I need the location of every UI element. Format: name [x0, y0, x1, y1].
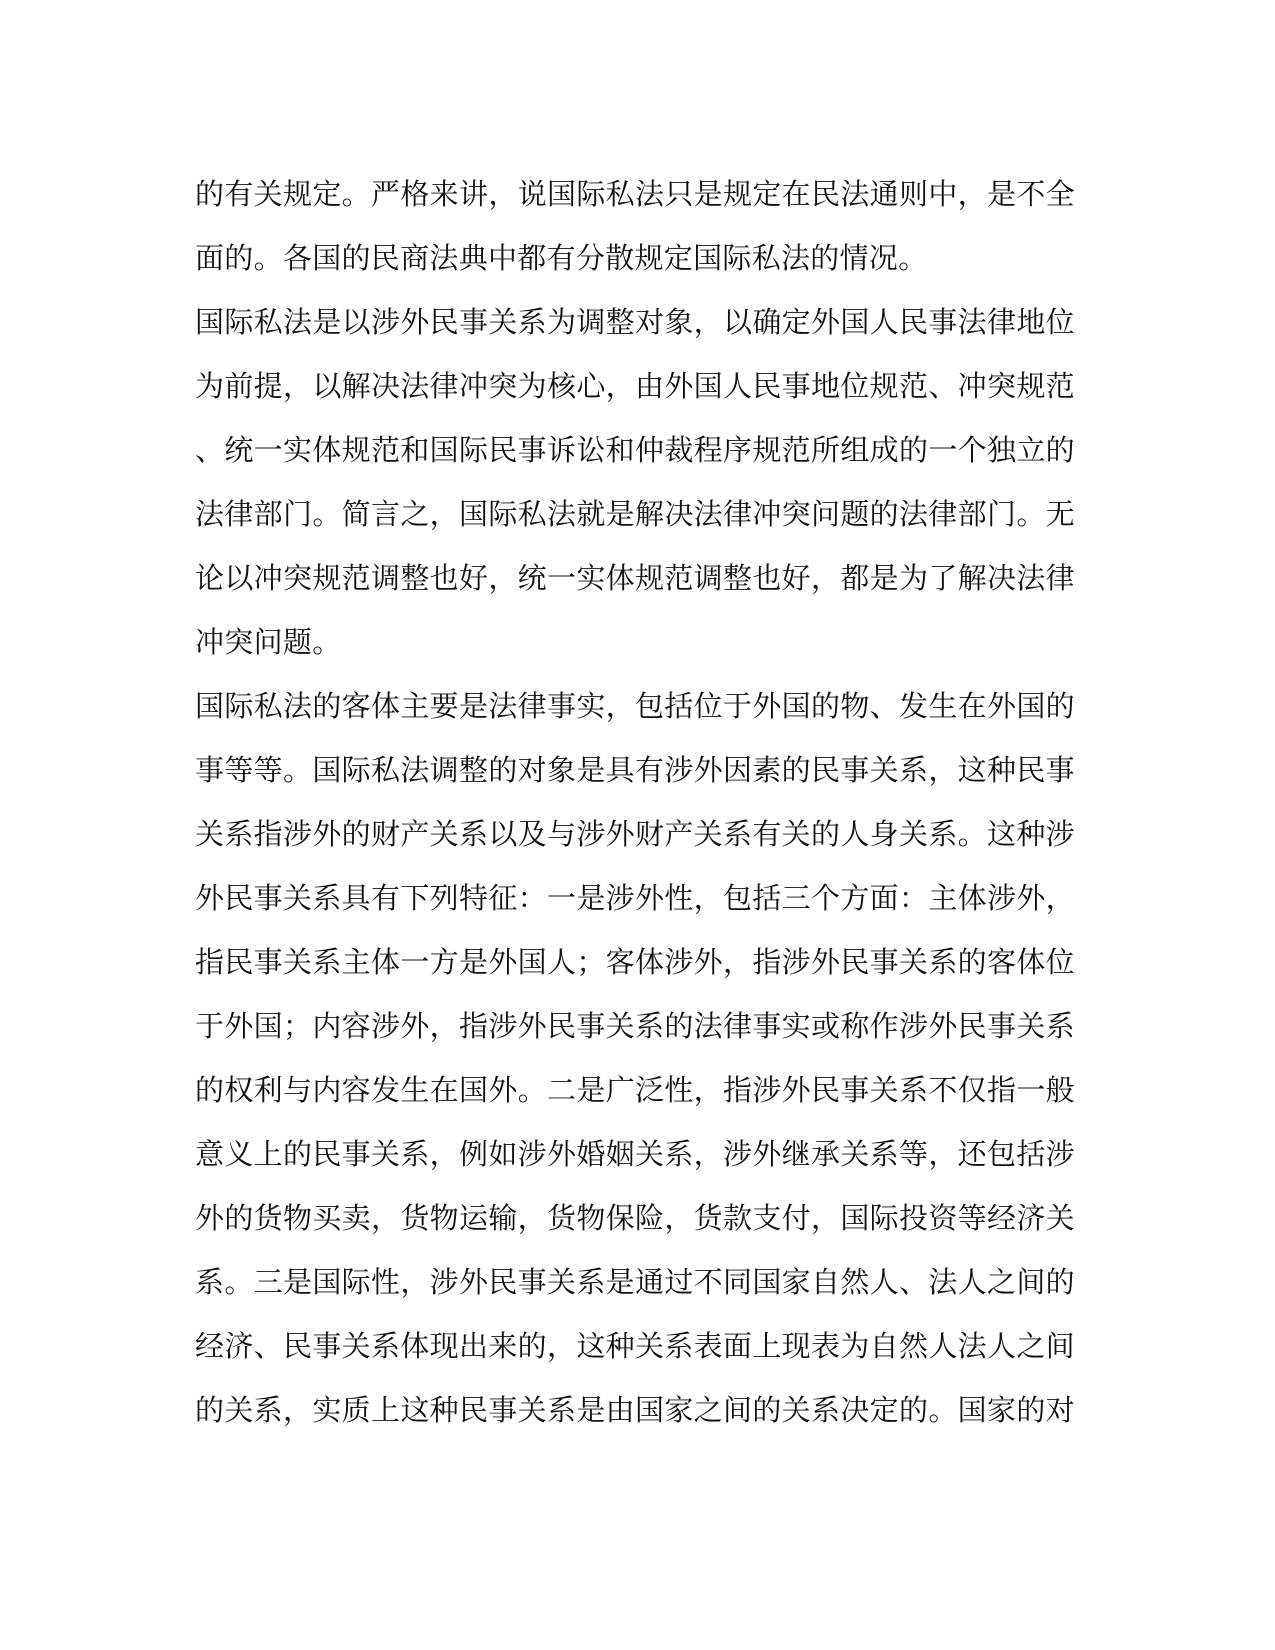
text-line: 意义上的民事关系，例如涉外婚姻关系，涉外继承关系等，还包括涉: [195, 1137, 1075, 1171]
text-line: 国际私法是以涉外民事关系为调整对象，以确定外国人民事法律地位: [195, 305, 1075, 339]
text-line: 、统一实体规范和国际民事诉讼和仲裁程序规范所组成的一个独立的: [195, 433, 1075, 467]
text-line: 的有关规定。严格来讲，说国际私法只是规定在民法通则中，是不全: [195, 177, 1075, 211]
text-line: 系。三是国际性，涉外民事关系是通过不同国家自然人、法人之间的: [195, 1265, 1075, 1299]
text-line: 指民事关系主体一方是外国人；客体涉外，指涉外民事关系的客体位: [195, 945, 1075, 979]
text-line: 国际私法的客体主要是法律事实，包括位于外国的物、发生在外国的: [195, 689, 1075, 723]
paragraph-3: [195, 674, 1075, 1442]
text-line: 面的。各国的民商法典中都有分散规定国际私法的情况。: [195, 241, 928, 275]
text-line: 外的货物买卖，货物运输，货物保险，货款支付，国际投资等经济关: [195, 1201, 1075, 1235]
paragraph-1: [195, 162, 1075, 290]
text-line: 经济、民事关系体现出来的，这种关系表面上现表为自然人法人之间: [195, 1329, 1075, 1363]
text-line: 于外国；内容涉外，指涉外民事关系的法律事实或称作涉外民事关系: [195, 1009, 1075, 1043]
text-line: 为前提，以解决法律冲突为核心，由外国人民事地位规范、冲突规范: [195, 369, 1075, 403]
paragraph-2: [195, 290, 1075, 674]
text-line: 冲突问题。: [195, 625, 342, 659]
text-line: 事等等。国际私法调整的对象是具有涉外因素的民事关系，这种民事: [195, 753, 1075, 787]
text-line: 论以冲突规范调整也好，统一实体规范调整也好，都是为了解决法律: [195, 561, 1075, 595]
text-line: 法律部门。简言之，国际私法就是解决法律冲突问题的法律部门。无: [195, 497, 1075, 531]
text-line: 外民事关系具有下列特征：一是涉外性，包括三个方面：主体涉外，: [195, 881, 1075, 915]
text-line: 关系指涉外的财产关系以及与涉外财产关系有关的人身关系。这种涉: [195, 817, 1075, 851]
text-line: 的关系，实质上这种民事关系是由国家之间的关系决定的。国家的对: [195, 1393, 1075, 1427]
text-line: 的权利与内容发生在国外。二是广泛性，指涉外民事关系不仅指一般: [195, 1073, 1075, 1107]
document-body: [195, 162, 1075, 1442]
